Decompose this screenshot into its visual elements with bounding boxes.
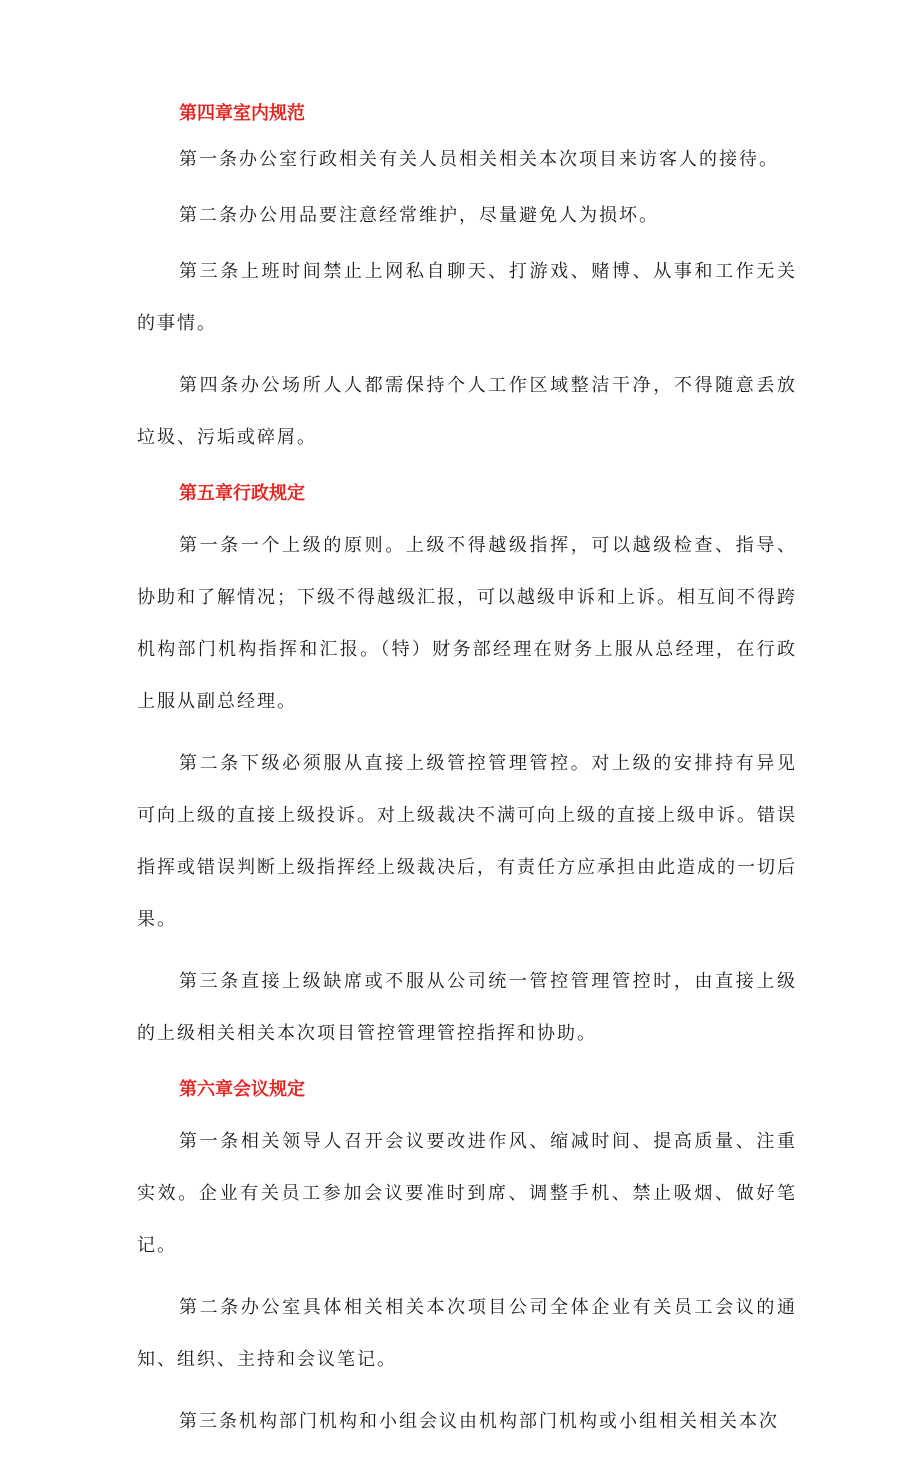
chapter-4-heading: 第四章室内规范 bbox=[179, 103, 305, 124]
chapter-6-heading: 第六章会议规定 bbox=[179, 1079, 305, 1100]
chapter-5-article-3: 第三条直接上级缺席或不服从公司统一管控管理管控时，由直接上级的上级相关相关本次项目管控管理管控指挥和协助。 bbox=[137, 971, 797, 1044]
chapter-5-article-2: 第二条下级必须服从直接上级管控管理管控。对上级的安排持有异见可向上级的直接上级投诉。对上级裁决不满可向上级的直接上级申诉。错误指挥或错误判断上级指挥经上级裁决后，有责任方应承担由此造成的一切后果。 bbox=[137, 753, 797, 930]
chapter-4-article-2: 第二条办公用品要注意经常维护，尽量避免人为损坏。 bbox=[179, 205, 659, 226]
chapter-5-article-1: 第一条一个上级的原则。上级不得越级指挥，可以越级检查、指导、协助和了解情况；下级不得越级汇报，可以越级申诉和上诉。相互间不得跨机构部门机构指挥和汇报。（特）财务部经理在财务上服从总经理，在行政上服从副总经理。 bbox=[137, 535, 797, 712]
chapter-6-article-2: 第二条办公室具体相关相关本次项目公司全体企业有关员工会议的通知、组织、主持和会议笔记。 bbox=[137, 1297, 797, 1370]
chapter-6-article-3: 第三条机构部门机构和小组会议由机构部门机构或小组相关相关本次 bbox=[179, 1411, 779, 1432]
chapter-4-article-1: 第一条办公室行政相关有关人员相关相关本次项目来访客人的接待。 bbox=[179, 149, 779, 170]
document-body bbox=[137, 94, 797, 1458]
chapter-6-article-1: 第一条相关领导人召开会议要改进作风、缩减时间、提高质量、注重实效。企业有关员工参加会议要准时到席、调整手机、禁止吸烟、做好笔记。 bbox=[137, 1131, 797, 1256]
chapter-5-heading: 第五章行政规定 bbox=[179, 483, 305, 504]
chapter-4-article-4: 第四条办公场所人人都需保持个人工作区域整洁干净，不得随意丢放垃圾、污垢或碎屑。 bbox=[137, 375, 797, 448]
chapter-4-article-3: 第三条上班时间禁止上网私自聊天、打游戏、赌博、从事和工作无关的事情。 bbox=[137, 261, 797, 334]
